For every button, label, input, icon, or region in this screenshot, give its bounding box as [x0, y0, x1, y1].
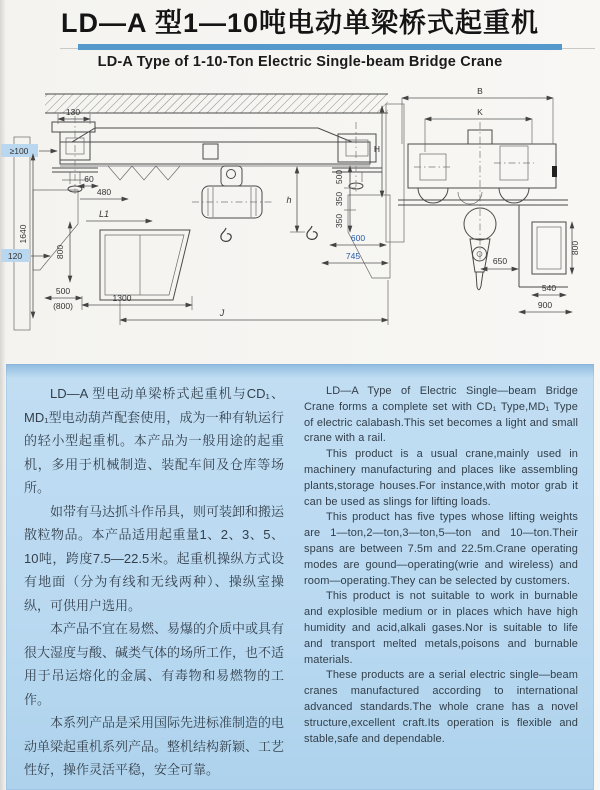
- ceiling-hatch: [45, 94, 388, 113]
- en-paragraph: These products are a serial electric single—beam cranes manufactured according to international advanced standards.The whole crane has a novel structure,excellent craft.Its operation is flexible and stable,safe and dependable.: [304, 669, 578, 745]
- en-paragraph: LD—A Type of Electric Single—beam Bridge Crane forms a complete set with CD₁ Type,MD₁ Type of electric calabash.This set becomes a light and small crane with a rail.: [304, 385, 578, 445]
- zh-paragraph: 本系列产品是采用国际先进标准制造的电动单梁起重机系列产品。整机结构新颖、工艺性好，操作灵活平稳，安全可靠。: [24, 715, 285, 777]
- front-view-drawing: [1, 94, 390, 330]
- girder-hatch-door: [203, 144, 218, 159]
- dim-500-bottom: 500: [55, 286, 71, 296]
- en-paragraph: This product has five types whose lifting weights are 1—ton,2—ton,3—ton,5—ton and 10—ton.Their spans are between 7.5m and 22.5m.Crane operating modes are gound—operating(wrie and wireless) and room—operating.They can be selected by customers.: [304, 511, 578, 587]
- front-view-dimensions: [1, 107, 388, 325]
- hook-icon: [221, 228, 231, 241]
- description-panel: [6, 364, 594, 790]
- dim-500-right: 500: [334, 169, 344, 185]
- dim-h: h: [286, 195, 292, 205]
- en-paragraph: This product is a usual crane,mainly used in machinery manufacturing and places like assembling plants,storage houses.For instance,with motor grab it can be used as slings for lifting loads.: [304, 448, 578, 508]
- page-title: LD—A 型1—10吨电动单梁桥式起重机: [60, 8, 540, 38]
- trolley-body: [408, 144, 556, 188]
- dim-1300: 1300: [112, 293, 132, 303]
- zh-paragraph: 如带有马达抓斗作吊具，则可装卸和搬运散粒物品。本产品适用起重量1、2、3、5、10吨，跨度7.5—22.5米。起重机操纵方式设有地面（分为有线和无线两种）、操纵室操纵，可供用户选用。: [24, 503, 285, 613]
- dim-B: B: [477, 86, 483, 96]
- en-paragraph: This product is not suitable to work in burnable and explosible medium or in places which have high humidity and acid,alkali gases.Nor is suitable to life and transport melted metals,poisons and burnable materials.: [304, 590, 578, 666]
- dim-H: H: [373, 144, 381, 154]
- dim-L1: L1: [98, 209, 110, 219]
- chinese-description-column: [24, 382, 284, 782]
- girder-top-flange: [72, 128, 352, 142]
- dim-60: 60: [84, 174, 94, 184]
- dim-120: 120: [7, 251, 23, 261]
- title-accent-bar: [78, 44, 562, 50]
- dim-ge100: ≥100: [9, 146, 29, 156]
- zh-paragraph: 本产品不宜在易燃、易爆的介质中或具有很大湿度与酸、碱类气体的场所工作，也不适用于吊运熔化的金属、有毒物和易燃物的工作。: [24, 621, 285, 707]
- dim-span: J: [219, 308, 225, 318]
- dim-540: 540: [541, 283, 557, 293]
- hoist-drawing: [192, 166, 272, 218]
- english-description-column: [304, 384, 578, 747]
- dim-480: 480: [96, 187, 112, 197]
- side-wall-hatch: [386, 104, 404, 242]
- wheel-back: [458, 192, 482, 204]
- wheel-left: [418, 188, 448, 203]
- dim-650: 650: [492, 256, 508, 266]
- page-subtitle: LD-A Type of 1-10-Ton Electric Single-beam Bridge Crane: [97, 54, 503, 70]
- dim-800-left: 800: [55, 244, 65, 260]
- side-view-dimensions: [374, 86, 580, 312]
- cab-drawing: [100, 230, 190, 300]
- page-header: [0, 6, 600, 70]
- dim-350-b: 350: [334, 213, 344, 229]
- dim-1640: 1640: [18, 224, 28, 244]
- dim-900: 900: [537, 300, 553, 310]
- dim-350-a: 350: [334, 191, 344, 207]
- dim-800-side: 800: [570, 240, 580, 256]
- side-cab-inner: [537, 227, 561, 269]
- dim-130: 130: [65, 107, 81, 117]
- dim-800-paren: (800): [53, 301, 73, 311]
- technical-drawings: [0, 82, 600, 352]
- weld-marks: [108, 166, 180, 180]
- hook-icon: [307, 226, 317, 239]
- girder-web: [60, 142, 370, 164]
- side-view-drawing: [374, 86, 580, 312]
- dim-745: 745: [345, 251, 361, 261]
- buffer-block: [552, 166, 557, 177]
- wheel-right: [499, 188, 529, 203]
- dim-600: 600: [350, 233, 366, 243]
- crane-drawing-svg: [0, 82, 600, 352]
- zh-paragraph: LD—A 型电动单梁桥式起重机与CD₁、MD₁型电动葫芦配套使用，成为一种有轨运行的轻小型起重机。本产品为一般用途的起重机，多用于机械制造、装配车间及仓库等场所。: [24, 386, 284, 495]
- dim-K: K: [477, 107, 483, 117]
